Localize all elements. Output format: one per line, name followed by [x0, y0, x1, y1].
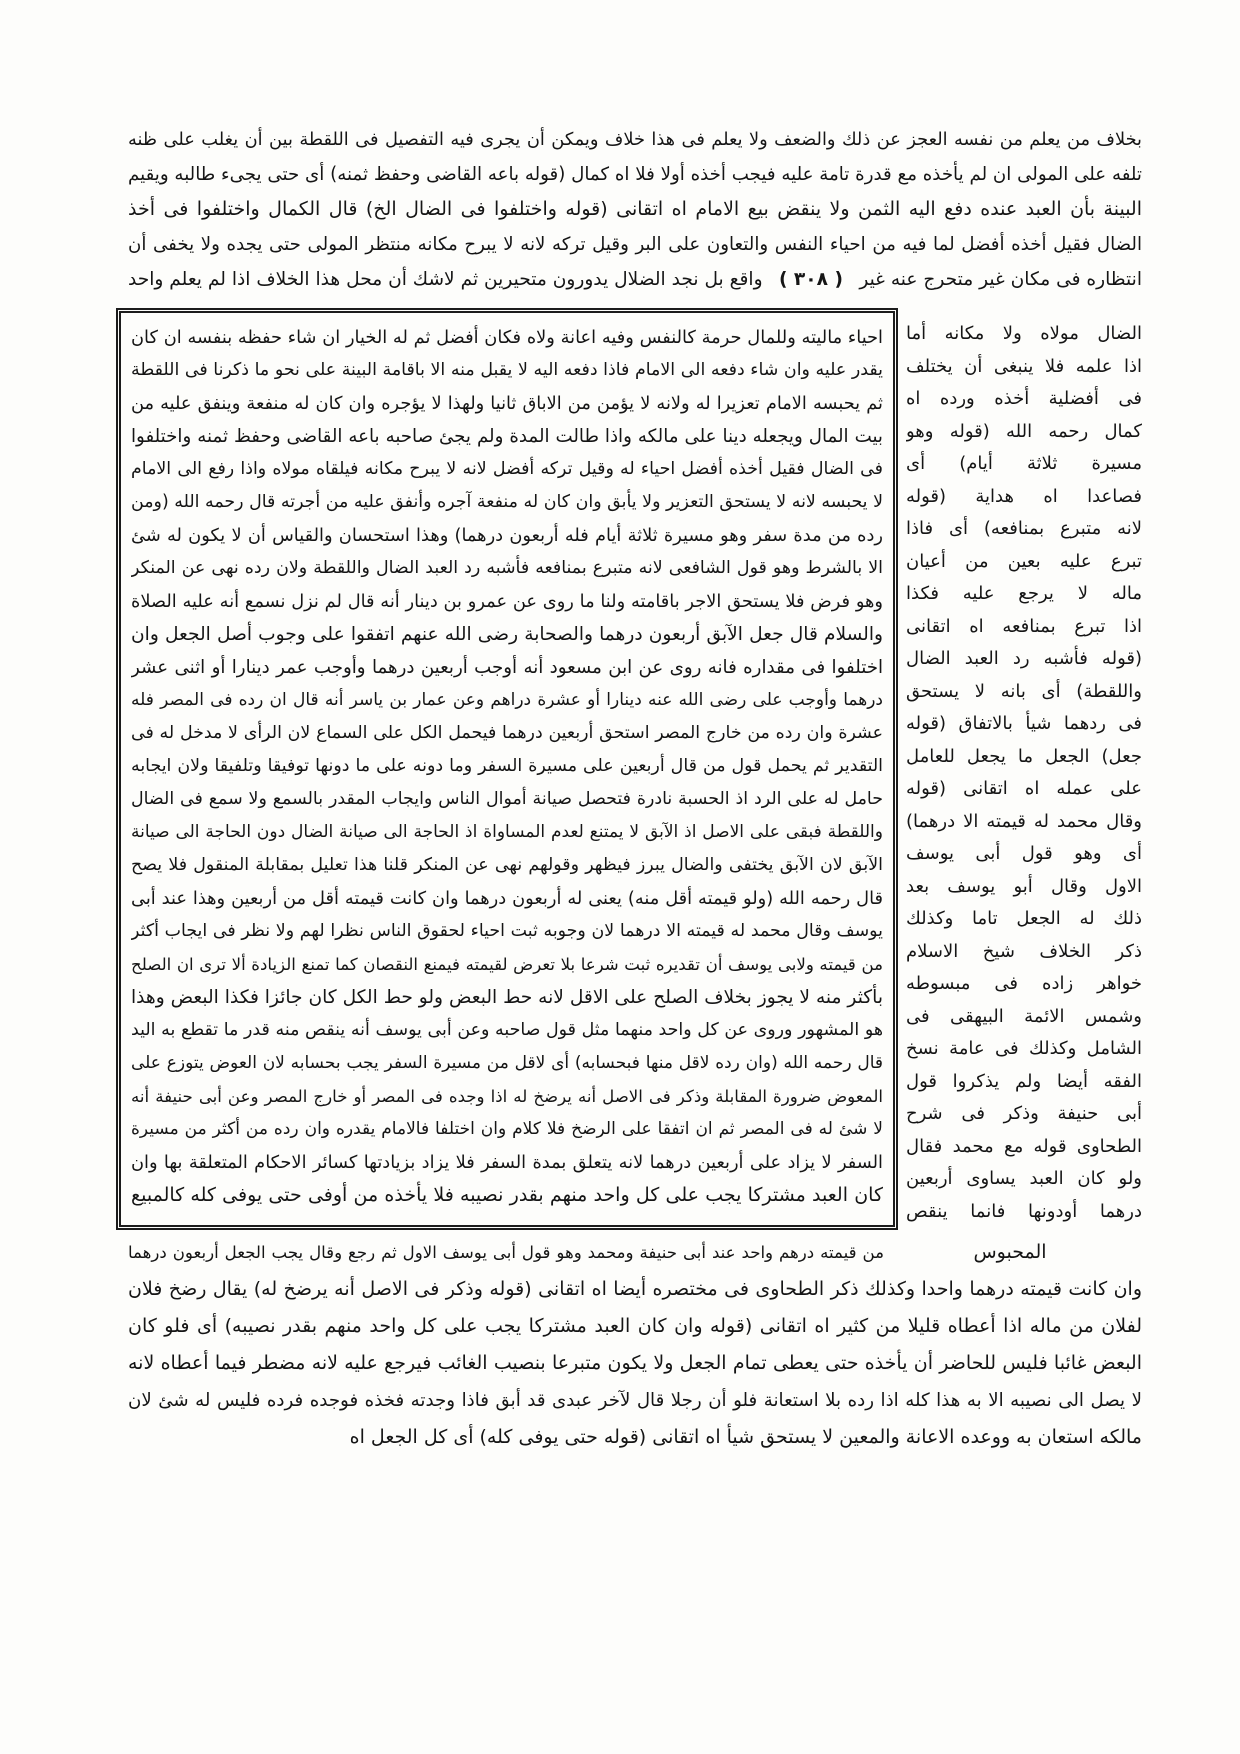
- bottom-note-line: لا يصل الى نصيبه الا به هذا كله اذا رده بلا استعانة فلو أن رجلا قال لآخر عبدى قد أبق فاذا وجدته فخذه فوجده فرده فليس له شئ لان: [128, 1390, 1142, 1411]
- side-note-line: الشامل وكذلك فى عامة نسخ: [906, 1038, 1142, 1059]
- bottom-note-line: لفلان من ماله اذا أعطاه قليلا من كثير اه اتقانى (قوله وان كان العبد مشتركا يجب على كل واحد منهم بقدر نصيبه) أى فلو كان: [128, 1315, 1142, 1337]
- main-text-line: بأكثر منه لا يجوز بخلاف الصلح على الاقل لانه حط البعض ولو حط الكل كان جائزا فكذا البعض وهذا: [131, 987, 883, 1008]
- main-text-line: لا شئ له فى المصر ثم ان اتفقا على الرضخ فلا كلام وان اختلفا فالامام يقدره وان رده من أكثر من مسيرة: [131, 1119, 883, 1139]
- main-text-line: درهما وأوجب على رضى الله عنه دينارا أو عشرة دراهم وعن عمار بن ياسر أنه قال ان رده فى المصر فله: [131, 690, 883, 710]
- side-margin-notes: [906, 318, 1142, 1228]
- side-note-line: جعل) الجعل ما يجعل للعامل: [906, 745, 1142, 767]
- side-note-line: اذا تبرع بمنافعه اه اتقانى: [906, 615, 1142, 637]
- main-text-line: رده من مدة سفر وهو مسيرة ثلاثة أيام فله أربعون درهما) وهذا استحسان والقياس أن لا يكون له شئ: [131, 525, 883, 546]
- side-note-line: فى أفضلية أخذه ورده اه: [906, 388, 1142, 409]
- side-note-line: (قوله فأشبه رد العبد الضال: [906, 648, 1142, 669]
- side-note-line: أى وهو قول أبى يوسف: [906, 843, 1142, 864]
- top-note-line: الضال فقيل أخذه أفضل لما فيه من احياء النفس والتعاون على البر وقيل تركه لانه لا يبرح مكانه منتظر المولى حتى يجده ولا يخفى أن: [128, 234, 1142, 255]
- main-text-line: والسلام قال جعل الآبق أربعون درهما والصحابة رضى الله عنهم اتفقوا على وجوب أصل الجعل وان: [131, 624, 883, 645]
- main-text-line: قال رحمه الله (ولو قيمته أقل منه) يعنى له أربعون درهما وان كانت قيمته أقل من أربعين وهذا عند أبى: [131, 888, 883, 909]
- main-text-line: الآبق لان الآبق يختفى والضال يبرز فيظهر وقولهم نهى عن المنكر قلنا هذا تعليل بمقابلة المنقول فلا يصح: [131, 855, 883, 875]
- side-note-line: لانه متبرع بمنافعه) أى فاذا: [906, 518, 1142, 539]
- main-text-line: المعوض ضرورة المقابلة وذكر فى الاصل أنه يرضخ له اذا وجده فى المصر أو خارج المصر وعن أبى حنيفة أنه: [131, 1087, 883, 1106]
- side-note-line: على عمله اه اتقانى (قوله: [906, 778, 1142, 799]
- bottom-note-line: وان كانت قيمته درهما واحدا وكذلك ذكر الطحاوى فى مختصره أيضا اه اتقانى (قوله وذكر فى الاصل أنه يرضخ له) يقال رضخ فلان: [128, 1278, 1142, 1300]
- main-text-line: عشرة وان رده من خارج المصر استحق أربعين درهما فيحمل الكل على السماع لان الرأى لا مدخل له فى: [131, 723, 883, 743]
- main-text-line: اختلفوا فى مقداره فانه روى عن ابن مسعود أنه أوجب أربعين درهما وأوجب عمر دينارا أو اثنى عشر: [131, 657, 883, 678]
- main-text-line: من قيمته ولابى يوسف أن تقديره ثبت شرعا بلا تعرض لقيمته فيمنع النقصان كما تمنع الزيادة ألا ترى ان الصلح: [131, 955, 883, 974]
- main-text-line: قال رحمه الله (وان رده لاقل منها فبحسابه) أى لاقل من مسيرة السفر يجب بحسابه لان العوض يتوزع على: [131, 1053, 883, 1073]
- main-text-line: بيت المال ويجعله دينا على مالكه واذا طالت المدة ولم يجئ صاحبه باعه القاضى وحفظ ثمنه واختلفوا: [131, 426, 883, 447]
- top-note-line: تلفه على المولى ان لم يأخذه مع قدرة تامة عليه فيجب أخذه أولا فلا اه كمال (قوله باعه القاضى وحفظ ثمنه) أى حتى يجىء طالبه ويقيم: [128, 164, 1142, 185]
- main-text-line: احياء ماليته وللمال حرمة كالنفس وفيه اعانة ولاه فكان أفضل ثم له الخيار ان شاء حفظه بنفسه ان كان: [131, 327, 883, 348]
- main-text-line: وهو فرض فلا يستحق الاجر باقامته ولنا ما روى عن عمرو بن دينار أنه قال لم نزل نسمع أنه عليه الصلاة: [131, 591, 883, 612]
- top-note-line-with-page-number: [128, 262, 1142, 297]
- main-text-line: حامل له على الرد اذ الحسبة نادرة فتحصل صيانة أموال الناس وايجاب المقدر بالسمع ولا سمع فى الضال: [131, 789, 883, 809]
- side-note-line: اذا علمه فلا ينبغى أن يختلف: [906, 355, 1142, 377]
- side-note-line: مسيرة ثلاثة أيام) أى: [906, 453, 1142, 474]
- main-text-line: يقدر عليه وان شاء دفعه الى الامام فاذا دفعه اليه لا يقبل منه الا باقامة البينة على نحو ما ذكرنا فى اللقطة: [131, 360, 883, 380]
- top-note-segment: واقع بل نجد الضلال يدورون متحيرين ثم لاشك أن محل هذا الخلاف اذا لم يعلم واحد: [128, 269, 763, 290]
- bottom-note-line: البعض غائبا فليس للحاضر أن يأخذه حتى يعطى تمام الجعل ولا يكون متبرعا بنصيب الغائب فيرجع عليه لانه مضطر فيما أعطاه لانه: [128, 1352, 1142, 1374]
- bottom-note-line: مالكه استعان به ووعده الاعانة والمعين لا يستحق شيأ اه اتقانى (قوله حتى يوفى كله) أى كل الجعل اه: [349, 1426, 1142, 1448]
- side-note-line: تبرع عليه بعين من أعيان: [906, 550, 1142, 572]
- main-text-line: التقدير ثم يحمل قول من قال أربعين على مسيرة السفر وما دونه على ما دونها توفيقا وتلفيقا ولان ايجابه: [131, 756, 883, 776]
- side-note-line: فصاعدا اه هداية (قوله: [906, 485, 1142, 507]
- main-text-line: ثم يحبسه الامام تعزيرا له ولانه لا يؤمن من الاباق ثانيا ولهذا لا يؤجره وان كان له منفعة وينفق عليه من: [131, 393, 883, 414]
- side-note-line: الفقه أيضا ولم يذكروا قول: [906, 1070, 1142, 1092]
- side-note-line: كمال رحمه الله (قوله وهو: [906, 420, 1142, 442]
- main-text-line: الا بالشرط وهو قول الشافعى لانه متبرع بمنافعه فأشبه رد العبد الضال واللقطة ولان رده نهى عن المنكر: [131, 558, 883, 578]
- top-note-line: البينة بأن العبد عنده دفع اليه الثمن ولا ينقض بيع الامام اه اتقانى (قوله واختلفوا فى الضال الخ) قال الكمال واختلفوا فى أخذ: [128, 198, 1142, 220]
- main-text-line: السفر لا يزاد على أربعين درهما لانه يتعلق بمدة السفر فلا يزاد بزيادتها كسائر الاحكام المتعلقة بها وان: [131, 1152, 883, 1173]
- main-text-line: كان العبد مشتركا يجب على كل واحد منهم بقدر نصيبه فلا يأخذه من أوفى حتى يوفى كله كالمبيع: [131, 1184, 883, 1206]
- side-note-line: درهما أودونها فانما ينقص: [906, 1200, 1142, 1222]
- top-margin-notes: [128, 122, 1142, 297]
- catchword: المحبوس: [973, 1241, 1047, 1263]
- main-text-frame: [116, 308, 898, 1230]
- main-text-line: واللقطة فبقى على الاصل اذ الآبق لا يمتنع لعدم المساواة اذ الحاجة الى صيانة الضال دون الحاجة الى صيانة: [131, 822, 883, 842]
- side-note-line: الضال مولاه ولا مكانه أما: [906, 323, 1142, 344]
- main-text-line: لا يحبسه لانه لا يستحق التعزير ولا يأبق وان كان له منفعة آجره وأنفق عليه من أجرته قال رحمه الله (ومن: [131, 492, 883, 512]
- top-note-segment: انتظاره فى مكان غير متحرج عنه غير: [859, 269, 1142, 290]
- side-note-line: ماله لا يرجع عليه فكذا: [906, 583, 1142, 604]
- side-note-line: فى ردهما شيأ بالاتفاق (قوله: [906, 713, 1142, 734]
- side-note-line: وشمس الائمة البيهقى فى: [906, 1005, 1142, 1027]
- side-note-line: أبى حنيفة وذكر فى شرح: [906, 1103, 1142, 1124]
- side-note-line: ذكر الخلاف شيخ الاسلام: [906, 940, 1142, 962]
- main-text-line: هو المشهور وروى عن كل واحد منهما مثل قول صاحبه وعن أبى يوسف أنه ينقص منه قدر ما تقطع به اليد: [131, 1020, 883, 1040]
- side-note-line: الاول وقال أبو يوسف بعد: [906, 875, 1142, 897]
- side-note-line: ولو كان العبد يساوى أربعين: [906, 1168, 1142, 1189]
- bottom-margin-notes: [128, 1234, 1142, 1456]
- bottom-note-line: من قيمته درهم واحد عند أبى حنيفة ومحمد وهو قول أبى يوسف الاول ثم رجع وقال يجب الجعل أربعون درهما: [128, 1243, 884, 1262]
- side-note-line: ذلك له الجعل تاما وكذلك: [906, 908, 1142, 929]
- side-note-line: الطحاوى قوله مع محمد فقال: [906, 1135, 1142, 1157]
- main-text-line: فى الضال فقيل أخذه أفضل احياء له وقيل تركه أفضل لانه لا يبرح مكانه فيلقاه مولاه واذا رفع الى الامام: [131, 459, 883, 479]
- main-text-line: يوسف وقال محمد له قيمته الا درهما لان وجوبه ثبت احياء لحقوق الناس نظرا لهم ولا نظر فى ايجاب أكثر: [131, 921, 883, 941]
- side-note-line: وقال محمد له قيمته الا درهما): [906, 810, 1142, 832]
- top-note-line: بخلاف من يعلم من نفسه العجز عن ذلك والضعف ولا يعلم فى هذا خلاف ويمكن أن يجرى فيه التفصيل فى اللقطة بين أن يغلب على ظنه: [128, 129, 1142, 150]
- side-note-line: واللقطة) أى بانه لا يستحق: [906, 680, 1142, 702]
- side-note-line: خواهر زاده فى مبسوطه: [906, 973, 1142, 994]
- page-number: ( ٣٠٨ ): [778, 269, 843, 290]
